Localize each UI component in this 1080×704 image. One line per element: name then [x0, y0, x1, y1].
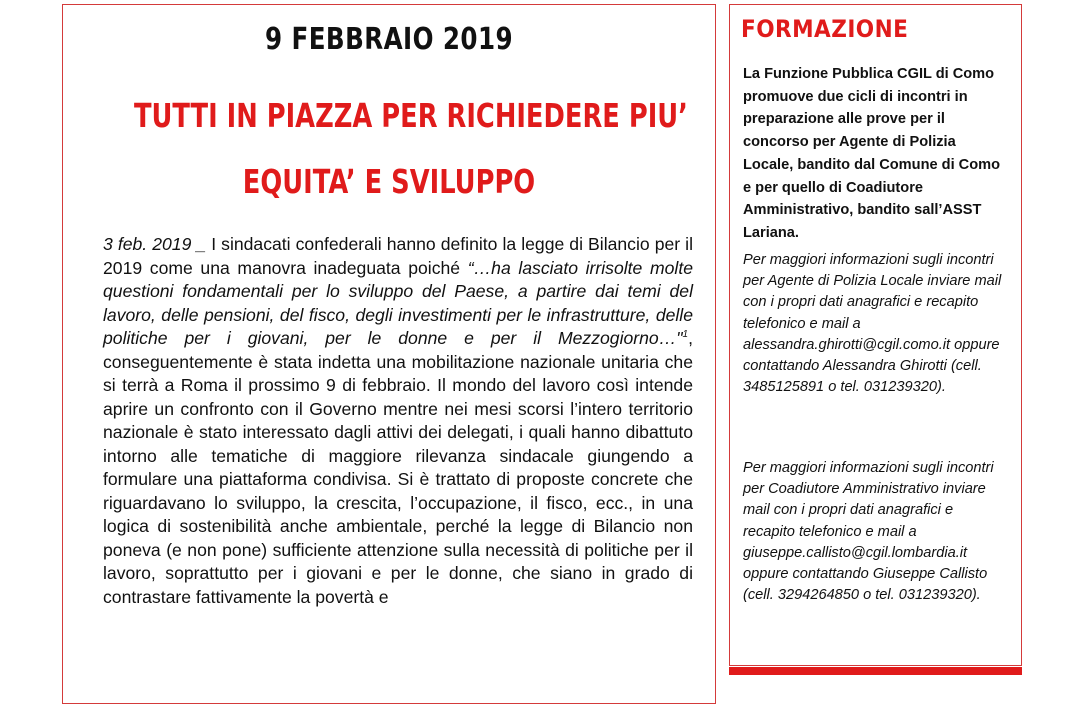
article-dateline: 3 feb. 2019 _	[103, 234, 207, 254]
article-body	[103, 233, 693, 609]
sidebar-title: FORMAZIONE	[741, 15, 909, 43]
headline-line-2: EQUITA’ E SVILUPPO	[242, 162, 536, 201]
article-quote: “…ha lasciato irrisolte molte questioni fondamentali per lo sviluppo del Paese, a partire dai temi del lavoro, delle pensioni, del fisco, degli investimenti per le infrastrutture, delle politiche per i giovani, per le donne e per il Mezzogiorno…"	[103, 257, 694, 348]
headline-line-1: TUTTI IN PIAZZA PER RICHIEDERE PIU’	[133, 96, 688, 135]
sidebar-intro: La Funzione Pubblica CGIL di Como promuove due cicli di incontri in preparazione alle prove per il concorso per Agente di Polizia Locale, bandito dal Comune di Como e per quello di Coadiutore Amministrativo, bandito sall’ASST Lariana.	[743, 66, 1001, 241]
article-date: 9 FEBBRAIO 2019	[264, 22, 514, 57]
sidebar-footer-bar	[729, 667, 1022, 675]
sidebar-note-polizia: Per maggiori informazioni sugli incontri per Agente di Polizia Locale inviare mail con i propri dati anagrafici e recapito telefonico e mail a alessandra.ghirotti@cgil.como.it oppure contattando Alessandra Ghirotti (cell. 3485125891 o tel. 031239320).	[743, 252, 1002, 396]
article-text-intro: I sindacati confederali hanno definito la legge di Bilancio per il 2019 come una manovra inadeguata poiché	[103, 234, 693, 278]
sidebar-note-coadiutore: Per maggiori informazioni sugli incontri per Coadiutore Amministrativo inviare mail con i propri dati anagrafici e recapito telefonico e mail a giuseppe.callisto@cgil.lombardia.it oppure contattando Giuseppe Callisto (cell. 3294264850 o tel. 031239320).	[743, 460, 994, 604]
article-text-main: , conseguentemente è stata indetta una mobilitazione nazionale unitaria che si terrà a Roma il prossimo 9 di febbraio. Il mondo del lavoro così intende aprire un confronto con il Governo mentre nei mesi scorsi l’intero territorio nazionale è stato interessato dagli attivi dei delegati, i quali hanno dibattuto intorno alle tematiche di maggiore rilevanza sindacale giungendo a formulare una piattaforma condivisa. Si è trattato di proposte concrete che riguardavano lo sviluppo, la crescita, l’occupazione, il fisco, ecc., in una logica di sostenibilità anche ambientale, perché la legge di Bilancio non poneva (e non pone) sufficiente attenzione sulla necessità di politiche per il lavoro, soprattutto per i giovani e per le donne, che siano in grado di contrastare fattivamente la povertà e	[103, 328, 693, 607]
footnote-ref[interactable]: 1	[682, 329, 689, 341]
